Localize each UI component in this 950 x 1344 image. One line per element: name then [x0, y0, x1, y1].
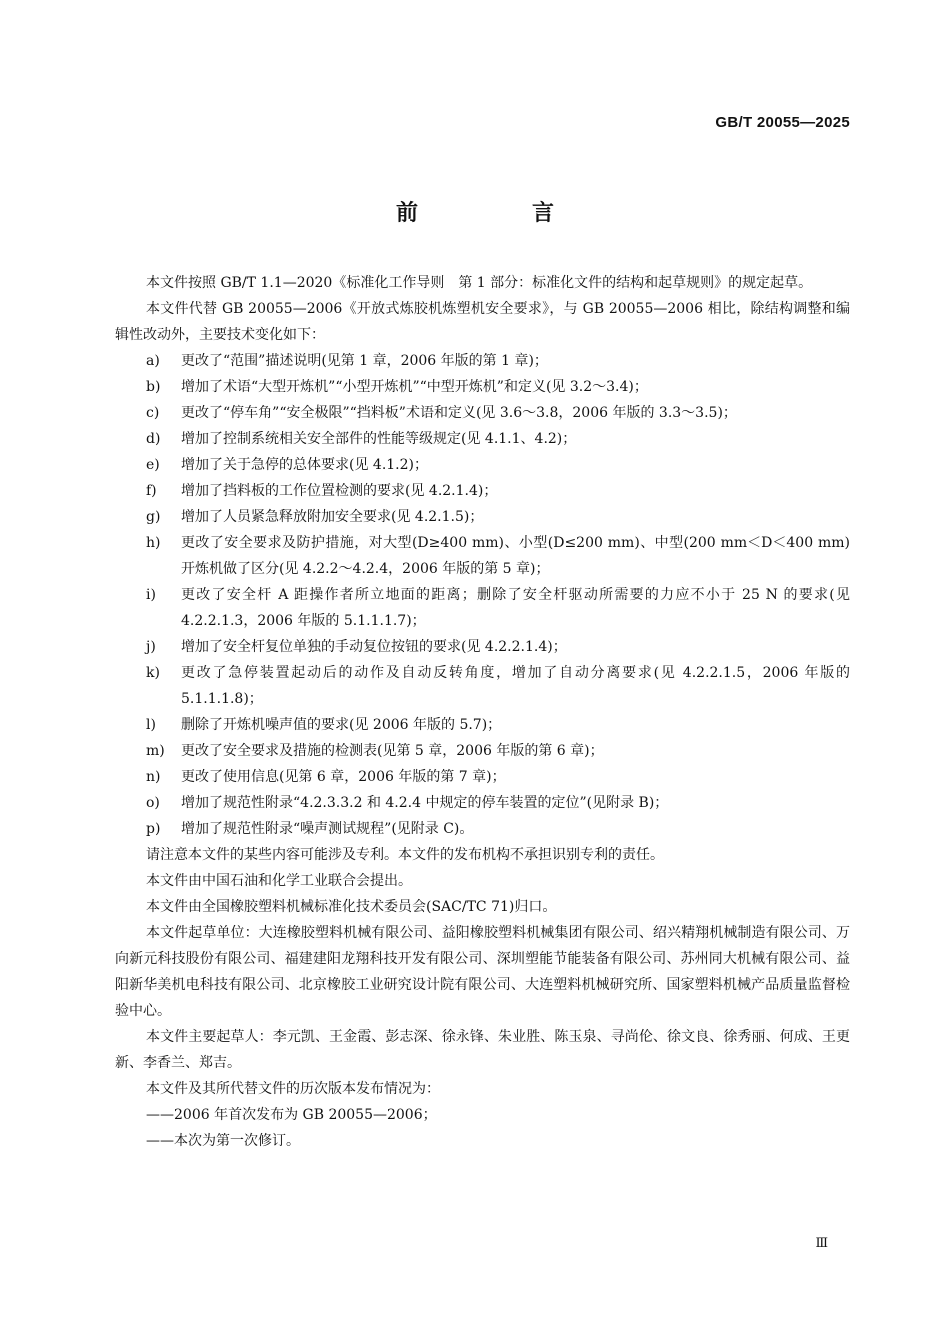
- list-marker: b): [146, 379, 161, 395]
- paragraph: 本文件起草单位：大连橡胶塑料机械有限公司、益阳橡胶塑料机械集团有限公司、绍兴精翔机械制造有限公司、万向新元科技股份有限公司、福建建阳龙翔科技开发有限公司、深圳塑能节能装备有限公司、苏州同大机械有限公司、益阳新华美机电科技有限公司、北京橡胶工业研究设计院有限公司、大连塑料机械研究所、国家塑料机械产品质量监督检验中心。: [115, 925, 850, 1019]
- list-item-text: 增加了控制系统相关安全部件的性能等级规定(见 4.1.1、4.2)；: [181, 431, 577, 447]
- paragraph: 本文件主要起草人：李元凯、王金霞、彭志深、徐永锋、朱业胜、陈玉泉、寻尚伦、徐文良、徐秀丽、何成、王更新、李香兰、郑吉。: [115, 1029, 850, 1071]
- list-item-text: 更改了安全要求及防护措施，对大型(D≥400 mm)、小型(D≤200 mm)、中型(200 mm＜D＜400 mm)开炼机做了区分(见 4.2.2～4.2.4，2006 年版的第 5 章)；: [181, 535, 850, 577]
- list-item: [115, 426, 850, 452]
- list-item: [115, 582, 850, 634]
- list-item: [115, 816, 850, 842]
- list-item-text: 增加了人员紧急释放附加安全要求(见 4.2.1.5)；: [181, 509, 484, 525]
- list-item-text: 增加了安全杆复位单独的手动复位按钮的要求(见 4.2.2.1.4)；: [181, 639, 567, 655]
- list-item: [115, 478, 850, 504]
- list-item-text: 增加了规范性附录“4.2.3.3.2 和 4.2.4 中规定的停车装置的定位”(见附录 B)；: [181, 795, 669, 811]
- list-marker: g): [146, 509, 161, 525]
- history-item: ——2006 年首次发布为 GB 20055—2006；: [146, 1107, 437, 1123]
- paragraph: 本文件及其所代替文件的历次版本发布情况为：: [146, 1081, 440, 1097]
- list-item: [115, 790, 850, 816]
- list-item-text: 更改了“范围”描述说明(见第 1 章，2006 年版的第 1 章)；: [181, 353, 548, 369]
- list-item: [115, 660, 850, 712]
- list-item-text: 增加了规范性附录“噪声测试规程”(见附录 C)。: [181, 821, 474, 837]
- list-item-text: 更改了使用信息(见第 6 章，2006 年版的第 7 章)；: [181, 769, 506, 785]
- list-item-text: 增加了挡料板的工作位置检测的要求(见 4.2.1.4)；: [181, 483, 498, 499]
- list-item: [115, 400, 850, 426]
- list-marker: m): [146, 743, 165, 759]
- list-marker: e): [146, 457, 160, 473]
- list-item-text: 增加了关于急停的总体要求(见 4.1.2)；: [181, 457, 428, 473]
- list-item-text: 更改了急停装置起动后的动作及自动反转角度，增加了自动分离要求(见 4.2.2.1.5，2006 年版的 5.1.1.1.8)；: [181, 665, 850, 707]
- list-marker: o): [146, 795, 160, 811]
- list-marker: n): [146, 769, 161, 785]
- list-item: [115, 452, 850, 478]
- list-item-text: 更改了安全杆 A 距操作者所立地面的距离；删除了安全杆驱动所需要的力应不小于 25 N 的要求(见 4.2.2.1.3，2006 年版的 5.1.1.1.7)；: [181, 587, 850, 629]
- list-item: [115, 530, 850, 582]
- list-item: [115, 712, 850, 738]
- list-item-text: 更改了“停车角”“安全极限”“挡料板”术语和定义(见 3.6～3.8，2006 年版的 3.3～3.5)；: [181, 405, 737, 421]
- list-marker: j): [146, 639, 156, 655]
- paragraph: 本文件由全国橡胶塑料机械标准化技术委员会(SAC/TC 71)归口。: [146, 899, 557, 915]
- list-item: [115, 738, 850, 764]
- list-marker: a): [146, 353, 160, 369]
- list-item: [115, 348, 850, 374]
- changes-list: [115, 348, 850, 842]
- page-title: 前 言: [395, 201, 600, 226]
- list-marker: d): [146, 431, 161, 447]
- list-item-text: 删除了开炼机噪声值的要求(见 2006 年版的 5.7)；: [181, 717, 502, 733]
- document-code: GB/T 20055—2025: [715, 114, 850, 131]
- page-number: Ⅲ: [815, 1236, 828, 1251]
- list-item: [115, 374, 850, 400]
- list-marker: h): [146, 535, 161, 551]
- list-marker: p): [146, 821, 161, 837]
- paragraph: 请注意本文件的某些内容可能涉及专利。本文件的发布机构不承担识别专利的责任。: [146, 847, 664, 863]
- list-item-text: 增加了术语“大型开炼机”“小型开炼机”“中型开炼机”和定义(见 3.2～3.4)；: [181, 379, 648, 395]
- list-marker: c): [146, 405, 160, 421]
- paragraph: 本文件由中国石油和化学工业联合会提出。: [146, 873, 412, 889]
- list-item: [115, 764, 850, 790]
- paragraph: 本文件代替 GB 20055—2006《开放式炼胶机炼塑机安全要求》，与 GB 20055—2006 相比，除结构调整和编辑性改动外，主要技术变化如下：: [115, 301, 850, 343]
- list-item-text: 更改了安全要求及措施的检测表(见第 5 章，2006 年版的第 6 章)；: [181, 743, 604, 759]
- list-marker: k): [146, 665, 160, 681]
- foreword-body: [115, 270, 850, 1154]
- history-item: ——本次为第一次修订。: [146, 1133, 300, 1149]
- list-marker: i): [146, 587, 156, 603]
- list-item: [115, 504, 850, 530]
- list-marker: f): [146, 483, 157, 499]
- paragraph: 本文件按照 GB/T 1.1—2020《标准化工作导则 第 1 部分：标准化文件的结构和起草规则》的规定起草。: [146, 275, 813, 291]
- list-item: [115, 634, 850, 660]
- list-marker: l): [146, 717, 156, 733]
